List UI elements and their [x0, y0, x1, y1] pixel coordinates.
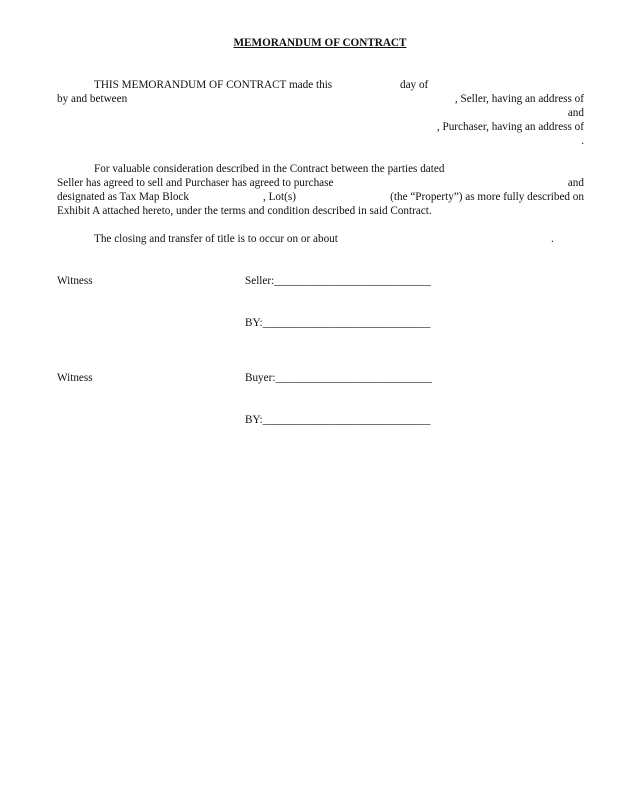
document-title: MEMORANDUM OF CONTRACT: [233, 37, 407, 49]
witness-label-1: Witness: [57, 275, 93, 287]
para1-period: .: [581, 135, 584, 147]
para1-seller-address-text: , Seller, having an address of: [454, 93, 584, 105]
para2-lots: , Lot(s): [263, 191, 296, 203]
para3-period: .: [551, 233, 554, 245]
witness-label-2: Witness: [57, 372, 93, 384]
para3-closing-text: The closing and transfer of title is to occur on or about: [94, 233, 338, 245]
para2-line4: Exhibit A attached hereto, under the terms and condition described in said Contract.: [57, 205, 432, 217]
para2-line2-text: Seller has agreed to sell and Purchaser has agreed to purchase: [57, 177, 334, 189]
seller-by-line[interactable]: BY:______________________________: [245, 317, 431, 329]
buyer-signature-line[interactable]: Buyer:____________________________: [245, 372, 433, 384]
para1-line1-day-of: day of: [400, 79, 429, 91]
para2-tax-map-block: designated as Tax Map Block: [57, 191, 189, 203]
para1-purchaser-address-text: , Purchaser, having an address of: [436, 121, 584, 133]
para2-line2-and: and: [567, 177, 584, 189]
para1-and: and: [567, 107, 584, 119]
para1-line2-text: by and between: [57, 93, 128, 105]
buyer-by-line[interactable]: BY:______________________________: [245, 414, 431, 426]
para2-property-text: (the “Property”) as more fully described on: [390, 191, 584, 203]
para2-line1: For valuable consideration described in the Contract between the parties dated: [94, 163, 445, 175]
seller-signature-line[interactable]: Seller:____________________________: [245, 275, 431, 287]
para1-line1-text: THIS MEMORANDUM OF CONTRACT made this: [94, 79, 333, 91]
